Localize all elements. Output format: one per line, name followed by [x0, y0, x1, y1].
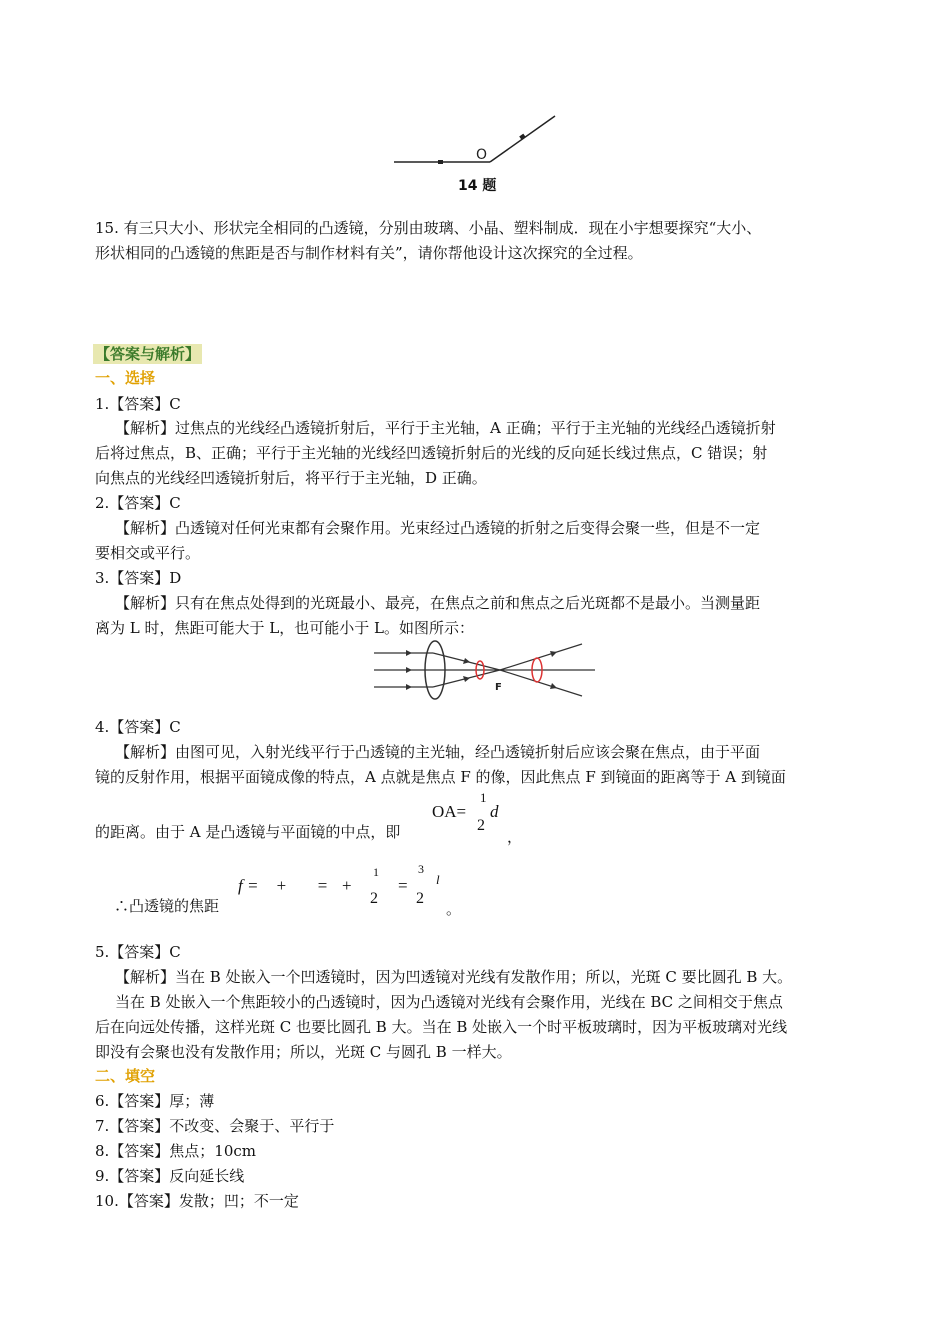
a7-answer: 7.【答案】不改变、会聚于、平行于	[95, 1117, 335, 1135]
a1-answer: 1.【答案】C	[95, 395, 181, 413]
a10-answer: 10.【答案】发散；凹；不一定	[95, 1192, 299, 1210]
a5-exp2: 当在 B 处嵌入一个焦距较小的凸透镜时，因为凸透镜对光线有会聚作用，光线在 BC 之间相交于焦点	[115, 993, 783, 1011]
section1-heading: 一、选择	[95, 369, 156, 387]
eq2-eq: =	[398, 876, 408, 895]
answers-heading-wrap	[93, 343, 202, 364]
eq2-num1: 1	[373, 865, 379, 879]
a3-exp2: 离为 L 时，焦距可能大于 L，也可能小于 L。如图所示：	[95, 619, 474, 637]
a9-answer: 9.【答案】反向延长线	[95, 1167, 245, 1185]
a8-answer: 8.【答案】焦点；10cm	[95, 1142, 257, 1160]
a4-exp2: 镜的反射作用，根据平面镜成像的特点，A 点就是焦点 F 的像，因此焦点 F 到镜面的距离等于 A 到镜面	[95, 768, 786, 786]
a1-exp2: 后将过焦点，B、正确；平行于主光轴的光线经凹透镜折射后的光线的反向延长线过焦点，C 错误；射	[95, 444, 768, 462]
eq2-main: f = + = +	[238, 876, 353, 895]
eq2-den2: 2	[416, 890, 424, 907]
lens-focus-diagram	[370, 640, 600, 706]
a5-exp1: 【解析】当在 B 处嵌入一个凹透镜时，因为凹透镜对光线有发散作用；所以，光斑 C 要比圆孔 B 大。	[115, 968, 793, 986]
eq2-end: 。	[446, 900, 462, 918]
q15-line1: 15. 有三只大小、形状完全相同的凸透镜，分别由玻璃、小晶、塑料制成．现在小宇想要探究“大小、	[95, 219, 762, 237]
eq1-den: 2	[477, 817, 485, 834]
a5-answer: 5.【答案】C	[95, 943, 181, 961]
a2-answer: 2.【答案】C	[95, 494, 181, 512]
a1-exp1: 【解析】过焦点的光线经凸透镜折射后，平行于主光轴，A 正确；平行于主光轴的光线经凸透镜折射	[115, 419, 776, 437]
eq2-num2: 3	[418, 862, 424, 876]
eq1-var: d	[490, 802, 499, 821]
focus-label: F	[495, 682, 502, 693]
eq2-den1: 2	[370, 890, 378, 907]
a3-answer: 3.【答案】D	[95, 569, 182, 587]
section2-heading: 二、填空	[95, 1067, 156, 1085]
eq1-end: ，	[507, 828, 523, 846]
a2-exp2: 要相交或平行。	[95, 544, 201, 562]
a4-exp1: 【解析】由图可见，入射光线平行于凸透镜的主光轴，经凸透镜折射后应该会聚在焦点，由于平面	[115, 743, 761, 761]
figure-14-caption: 14 题	[458, 178, 497, 194]
a5-exp3: 后在向远处传播，这样光斑 C 也要比圆孔 B 大。当在 B 处嵌入一个时平板玻璃时，因为平板玻璃对光线	[95, 1018, 788, 1036]
a4-exp3: 的距离。由于 A 是凸透镜与平面镜的中点，即	[95, 823, 401, 841]
a2-exp1: 【解析】凸透镜对任何光束都有会聚作用。光束经过凸透镜的折射之后变得会聚一些，但是不一定	[115, 519, 761, 537]
answers-heading: 【答案与解析】	[95, 345, 201, 363]
a3-exp1: 【解析】只有在焦点处得到的光斑最小、最亮，在焦点之前和焦点之后光斑都不是最小。当测量距	[115, 594, 761, 612]
eq1-num: 1	[480, 790, 487, 805]
a1-exp3: 向焦点的光线经凹透镜折射后，将平行于主光轴，D 正确。	[95, 469, 487, 487]
eq1-lhs: OA=	[432, 802, 467, 821]
a6-answer: 6.【答案】厚；薄	[95, 1092, 215, 1110]
a4-answer: 4.【答案】C	[95, 718, 181, 736]
eq2-var: l	[436, 872, 440, 887]
a5-exp4: 即没有会聚也没有发散作用；所以，光斑 C 与圆孔 B 一样大。	[95, 1043, 512, 1061]
point-o-label: O	[476, 147, 488, 163]
a4-exp4: ∴凸透镜的焦距	[114, 897, 220, 915]
figure-14-diagram	[390, 110, 560, 170]
q15-line2: 形状相同的凸透镜的焦距是否与制作材料有关”，请你帮他设计这次探究的全过程。	[95, 244, 643, 262]
